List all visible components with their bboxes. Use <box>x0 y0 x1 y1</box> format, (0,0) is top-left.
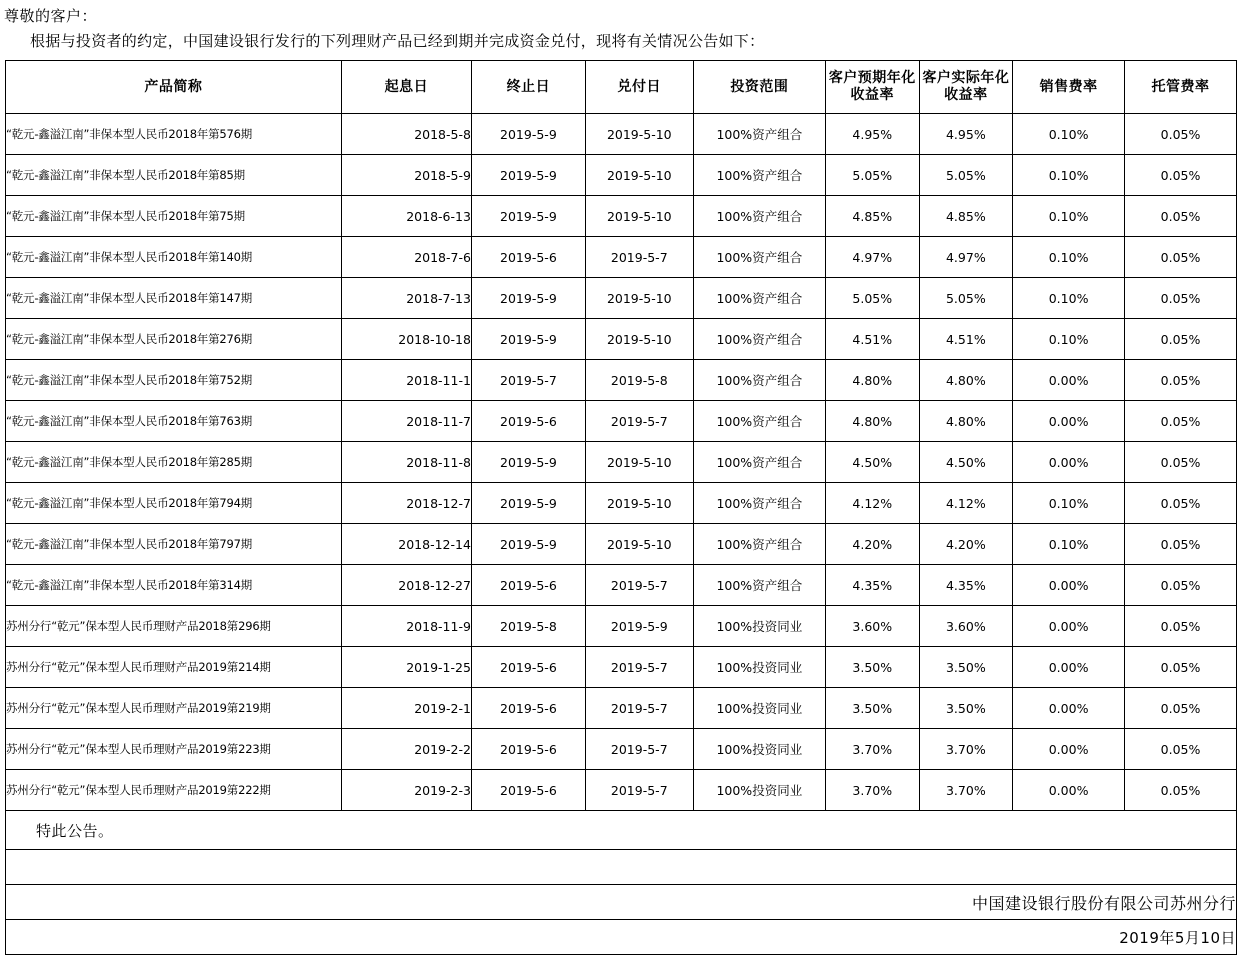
cell-product-name: “乾元-鑫溢江南”非保本型人民币2018年第276期 <box>6 319 342 360</box>
cell-custody-fee: 0.05% <box>1125 401 1237 442</box>
cell-investment-scope: 100%投资同业 <box>693 647 825 688</box>
cell-sales-fee: 0.00% <box>1013 401 1125 442</box>
cell-sales-fee: 0.10% <box>1013 196 1125 237</box>
signature-filler-1 <box>6 885 342 920</box>
cell-custody-fee: 0.05% <box>1125 483 1237 524</box>
cell-investment-scope: 100%资产组合 <box>693 237 825 278</box>
cell-start-date: 2019-2-2 <box>341 729 471 770</box>
cell-end-date: 2019-5-9 <box>471 155 585 196</box>
cell-custody-fee: 0.05% <box>1125 360 1237 401</box>
closing-filler-7 <box>1013 811 1125 850</box>
cell-start-date: 2018-12-14 <box>341 524 471 565</box>
blank-cell-4 <box>585 850 693 885</box>
cell-expected-yield: 3.70% <box>825 770 919 811</box>
cell-investment-scope: 100%资产组合 <box>693 401 825 442</box>
table-row <box>6 401 1237 442</box>
cell-actual-yield: 4.95% <box>919 114 1013 155</box>
cell-payment-date: 2019-5-9 <box>585 606 693 647</box>
column-header-payment-date: 兑付日 <box>585 61 693 114</box>
cell-sales-fee: 0.00% <box>1013 770 1125 811</box>
cell-actual-yield: 4.12% <box>919 483 1013 524</box>
closing-filler-4 <box>693 811 825 850</box>
date-filler-1 <box>6 920 342 955</box>
cell-actual-yield: 3.70% <box>919 770 1013 811</box>
cell-payment-date: 2019-5-10 <box>585 483 693 524</box>
cell-sales-fee: 0.00% <box>1013 565 1125 606</box>
cell-sales-fee: 0.10% <box>1013 483 1125 524</box>
cell-sales-fee: 0.00% <box>1013 688 1125 729</box>
cell-start-date: 2018-10-18 <box>341 319 471 360</box>
blank-cell-6 <box>825 850 919 885</box>
cell-sales-fee: 0.10% <box>1013 319 1125 360</box>
date-row <box>6 920 1237 955</box>
table-row <box>6 114 1237 155</box>
cell-payment-date: 2019-5-7 <box>585 647 693 688</box>
blank-cell-7 <box>919 850 1013 885</box>
table-body <box>6 114 1237 811</box>
cell-payment-date: 2019-5-7 <box>585 565 693 606</box>
cell-expected-yield: 3.50% <box>825 647 919 688</box>
table-row <box>6 442 1237 483</box>
cell-start-date: 2018-12-27 <box>341 565 471 606</box>
cell-end-date: 2019-5-6 <box>471 729 585 770</box>
cell-product-name: 苏州分行“乾元”保本型人民币理财产品2019第222期 <box>6 770 342 811</box>
cell-payment-date: 2019-5-7 <box>585 688 693 729</box>
cell-sales-fee: 0.10% <box>1013 114 1125 155</box>
cell-custody-fee: 0.05% <box>1125 524 1237 565</box>
cell-sales-fee: 0.00% <box>1013 360 1125 401</box>
cell-sales-fee: 0.00% <box>1013 442 1125 483</box>
cell-payment-date: 2019-5-10 <box>585 524 693 565</box>
cell-expected-yield: 4.50% <box>825 442 919 483</box>
cell-investment-scope: 100%资产组合 <box>693 360 825 401</box>
cell-product-name: “乾元-鑫溢江南”非保本型人民币2018年第794期 <box>6 483 342 524</box>
cell-end-date: 2019-5-9 <box>471 483 585 524</box>
signature-filler-2 <box>341 885 471 920</box>
cell-expected-yield: 4.51% <box>825 319 919 360</box>
closing-filler-2 <box>471 811 585 850</box>
cell-start-date: 2018-11-7 <box>341 401 471 442</box>
cell-product-name: 苏州分行“乾元”保本型人民币理财产品2019第223期 <box>6 729 342 770</box>
cell-expected-yield: 3.50% <box>825 688 919 729</box>
cell-start-date: 2018-5-8 <box>341 114 471 155</box>
cell-custody-fee: 0.05% <box>1125 647 1237 688</box>
cell-product-name: “乾元-鑫溢江南”非保本型人民币2018年第576期 <box>6 114 342 155</box>
cell-actual-yield: 4.20% <box>919 524 1013 565</box>
cell-end-date: 2019-5-9 <box>471 114 585 155</box>
cell-investment-scope: 100%资产组合 <box>693 155 825 196</box>
cell-payment-date: 2019-5-8 <box>585 360 693 401</box>
blank-cell-5 <box>693 850 825 885</box>
cell-end-date: 2019-5-6 <box>471 401 585 442</box>
column-header-investment-scope: 投资范围 <box>693 61 825 114</box>
cell-product-name: “乾元-鑫溢江南”非保本型人民币2018年第75期 <box>6 196 342 237</box>
cell-start-date: 2019-1-25 <box>341 647 471 688</box>
blank-cell-2 <box>341 850 471 885</box>
cell-product-name: “乾元-鑫溢江南”非保本型人民币2018年第147期 <box>6 278 342 319</box>
cell-payment-date: 2019-5-7 <box>585 729 693 770</box>
cell-sales-fee: 0.00% <box>1013 606 1125 647</box>
signature-filler-3 <box>471 885 585 920</box>
cell-investment-scope: 100%资产组合 <box>693 565 825 606</box>
column-header-end-date: 终止日 <box>471 61 585 114</box>
cell-expected-yield: 5.05% <box>825 155 919 196</box>
cell-product-name: 苏州分行“乾元”保本型人民币理财产品2019第214期 <box>6 647 342 688</box>
cell-sales-fee: 0.10% <box>1013 278 1125 319</box>
table-row <box>6 483 1237 524</box>
cell-start-date: 2018-6-13 <box>341 196 471 237</box>
cell-start-date: 2018-7-13 <box>341 278 471 319</box>
table-row <box>6 524 1237 565</box>
column-header-start-date: 起息日 <box>341 61 471 114</box>
cell-expected-yield: 4.80% <box>825 360 919 401</box>
cell-end-date: 2019-5-9 <box>471 442 585 483</box>
cell-start-date: 2018-11-8 <box>341 442 471 483</box>
table-row <box>6 319 1237 360</box>
cell-investment-scope: 100%资产组合 <box>693 114 825 155</box>
cell-custody-fee: 0.05% <box>1125 565 1237 606</box>
cell-expected-yield: 4.80% <box>825 401 919 442</box>
table-footer <box>6 811 1237 955</box>
cell-payment-date: 2019-5-10 <box>585 278 693 319</box>
table-row <box>6 647 1237 688</box>
cell-start-date: 2018-7-6 <box>341 237 471 278</box>
table-row <box>6 196 1237 237</box>
cell-payment-date: 2019-5-10 <box>585 196 693 237</box>
closing-filler-5 <box>825 811 919 850</box>
table-row <box>6 237 1237 278</box>
cell-sales-fee: 0.10% <box>1013 155 1125 196</box>
cell-sales-fee: 0.10% <box>1013 237 1125 278</box>
cell-payment-date: 2019-5-7 <box>585 770 693 811</box>
cell-payment-date: 2019-5-10 <box>585 155 693 196</box>
cell-investment-scope: 100%资产组合 <box>693 483 825 524</box>
cell-sales-fee: 0.00% <box>1013 729 1125 770</box>
column-header-sales-fee: 销售费率 <box>1013 61 1125 114</box>
table-row <box>6 770 1237 811</box>
table-header-row <box>6 61 1237 114</box>
cell-actual-yield: 3.70% <box>919 729 1013 770</box>
cell-start-date: 2019-2-3 <box>341 770 471 811</box>
cell-custody-fee: 0.05% <box>1125 688 1237 729</box>
table-row <box>6 565 1237 606</box>
cell-product-name: “乾元-鑫溢江南”非保本型人民币2018年第140期 <box>6 237 342 278</box>
table-row <box>6 606 1237 647</box>
cell-end-date: 2019-5-8 <box>471 606 585 647</box>
cell-product-name: “乾元-鑫溢江南”非保本型人民币2018年第314期 <box>6 565 342 606</box>
cell-investment-scope: 100%资产组合 <box>693 196 825 237</box>
cell-investment-scope: 100%资产组合 <box>693 278 825 319</box>
date-filler-3 <box>471 920 585 955</box>
cell-actual-yield: 4.80% <box>919 401 1013 442</box>
cell-custody-fee: 0.05% <box>1125 196 1237 237</box>
cell-actual-yield: 4.85% <box>919 196 1013 237</box>
cell-investment-scope: 100%资产组合 <box>693 442 825 483</box>
cell-start-date: 2018-11-9 <box>341 606 471 647</box>
cell-expected-yield: 4.97% <box>825 237 919 278</box>
cell-actual-yield: 3.60% <box>919 606 1013 647</box>
cell-product-name: “乾元-鑫溢江南”非保本型人民币2018年第763期 <box>6 401 342 442</box>
cell-investment-scope: 100%资产组合 <box>693 319 825 360</box>
cell-expected-yield: 5.05% <box>825 278 919 319</box>
cell-start-date: 2019-2-1 <box>341 688 471 729</box>
cell-actual-yield: 4.97% <box>919 237 1013 278</box>
cell-start-date: 2018-11-1 <box>341 360 471 401</box>
cell-custody-fee: 0.05% <box>1125 770 1237 811</box>
cell-investment-scope: 100%投资同业 <box>693 688 825 729</box>
cell-expected-yield: 4.35% <box>825 565 919 606</box>
cell-actual-yield: 5.05% <box>919 278 1013 319</box>
cell-end-date: 2019-5-6 <box>471 647 585 688</box>
cell-custody-fee: 0.05% <box>1125 729 1237 770</box>
cell-investment-scope: 100%投资同业 <box>693 606 825 647</box>
column-header-expected-yield: 客户预期年化收益率 <box>825 61 919 114</box>
blank-cell-1 <box>6 850 342 885</box>
products-table <box>5 60 1237 955</box>
cell-custody-fee: 0.05% <box>1125 319 1237 360</box>
signature-text: 中国建设银行股份有限公司苏州分行 <box>693 885 1236 920</box>
cell-expected-yield: 3.70% <box>825 729 919 770</box>
column-header-product-name: 产品简称 <box>6 61 342 114</box>
closing-filler-1 <box>341 811 471 850</box>
date-filler-4 <box>585 920 693 955</box>
cell-custody-fee: 0.05% <box>1125 606 1237 647</box>
cell-actual-yield: 3.50% <box>919 688 1013 729</box>
cell-custody-fee: 0.05% <box>1125 237 1237 278</box>
salutation-text: 尊敬的客户： <box>4 7 98 25</box>
cell-product-name: 苏州分行“乾元”保本型人民币理财产品2018第296期 <box>6 606 342 647</box>
cell-start-date: 2018-5-9 <box>341 155 471 196</box>
cell-expected-yield: 4.20% <box>825 524 919 565</box>
cell-start-date: 2018-12-7 <box>341 483 471 524</box>
cell-payment-date: 2019-5-10 <box>585 319 693 360</box>
cell-investment-scope: 100%资产组合 <box>693 524 825 565</box>
blank-row <box>6 850 1237 885</box>
blank-cell-3 <box>471 850 585 885</box>
cell-end-date: 2019-5-6 <box>471 237 585 278</box>
cell-expected-yield: 3.60% <box>825 606 919 647</box>
table-row <box>6 360 1237 401</box>
column-header-custody-fee: 托管费率 <box>1125 61 1237 114</box>
cell-end-date: 2019-5-9 <box>471 278 585 319</box>
cell-end-date: 2019-5-6 <box>471 770 585 811</box>
intro-paragraph: 根据与投资者的约定，中国建设银行发行的下列理财产品已经到期并完成资金兑付，现将有关情况公告如下： <box>30 32 765 50</box>
closing-row <box>6 811 1237 850</box>
column-header-actual-yield: 客户实际年化收益率 <box>919 61 1013 114</box>
cell-payment-date: 2019-5-10 <box>585 114 693 155</box>
closing-text: 特此公告。 <box>6 811 342 850</box>
table-row <box>6 729 1237 770</box>
cell-investment-scope: 100%投资同业 <box>693 729 825 770</box>
cell-end-date: 2019-5-6 <box>471 688 585 729</box>
announcement-date: 2019年5月10日 <box>693 920 1236 955</box>
cell-end-date: 2019-5-9 <box>471 524 585 565</box>
cell-expected-yield: 4.95% <box>825 114 919 155</box>
cell-sales-fee: 0.00% <box>1013 647 1125 688</box>
closing-filler-6 <box>919 811 1013 850</box>
closing-filler-8 <box>1125 811 1237 850</box>
table-header <box>6 61 1237 114</box>
cell-payment-date: 2019-5-7 <box>585 237 693 278</box>
cell-end-date: 2019-5-6 <box>471 565 585 606</box>
blank-cell-9 <box>1125 850 1237 885</box>
cell-product-name: “乾元-鑫溢江南”非保本型人民币2018年第797期 <box>6 524 342 565</box>
cell-end-date: 2019-5-7 <box>471 360 585 401</box>
cell-product-name: “乾元-鑫溢江南”非保本型人民币2018年第752期 <box>6 360 342 401</box>
cell-actual-yield: 4.80% <box>919 360 1013 401</box>
cell-payment-date: 2019-5-7 <box>585 401 693 442</box>
closing-filler-3 <box>585 811 693 850</box>
table-row <box>6 155 1237 196</box>
cell-product-name: 苏州分行“乾元”保本型人民币理财产品2019第219期 <box>6 688 342 729</box>
table-row <box>6 688 1237 729</box>
cell-end-date: 2019-5-9 <box>471 319 585 360</box>
table-row <box>6 278 1237 319</box>
cell-end-date: 2019-5-9 <box>471 196 585 237</box>
date-filler-2 <box>341 920 471 955</box>
cell-investment-scope: 100%投资同业 <box>693 770 825 811</box>
cell-custody-fee: 0.05% <box>1125 278 1237 319</box>
cell-expected-yield: 4.85% <box>825 196 919 237</box>
cell-custody-fee: 0.05% <box>1125 442 1237 483</box>
cell-actual-yield: 5.05% <box>919 155 1013 196</box>
cell-payment-date: 2019-5-10 <box>585 442 693 483</box>
cell-product-name: “乾元-鑫溢江南”非保本型人民币2018年第85期 <box>6 155 342 196</box>
cell-actual-yield: 3.50% <box>919 647 1013 688</box>
signature-filler-4 <box>585 885 693 920</box>
blank-cell-8 <box>1013 850 1125 885</box>
cell-sales-fee: 0.10% <box>1013 524 1125 565</box>
signature-row <box>6 885 1237 920</box>
cell-expected-yield: 4.12% <box>825 483 919 524</box>
cell-actual-yield: 4.50% <box>919 442 1013 483</box>
cell-actual-yield: 4.51% <box>919 319 1013 360</box>
cell-custody-fee: 0.05% <box>1125 155 1237 196</box>
cell-custody-fee: 0.05% <box>1125 114 1237 155</box>
cell-product-name: “乾元-鑫溢江南”非保本型人民币2018年第285期 <box>6 442 342 483</box>
cell-actual-yield: 4.35% <box>919 565 1013 606</box>
